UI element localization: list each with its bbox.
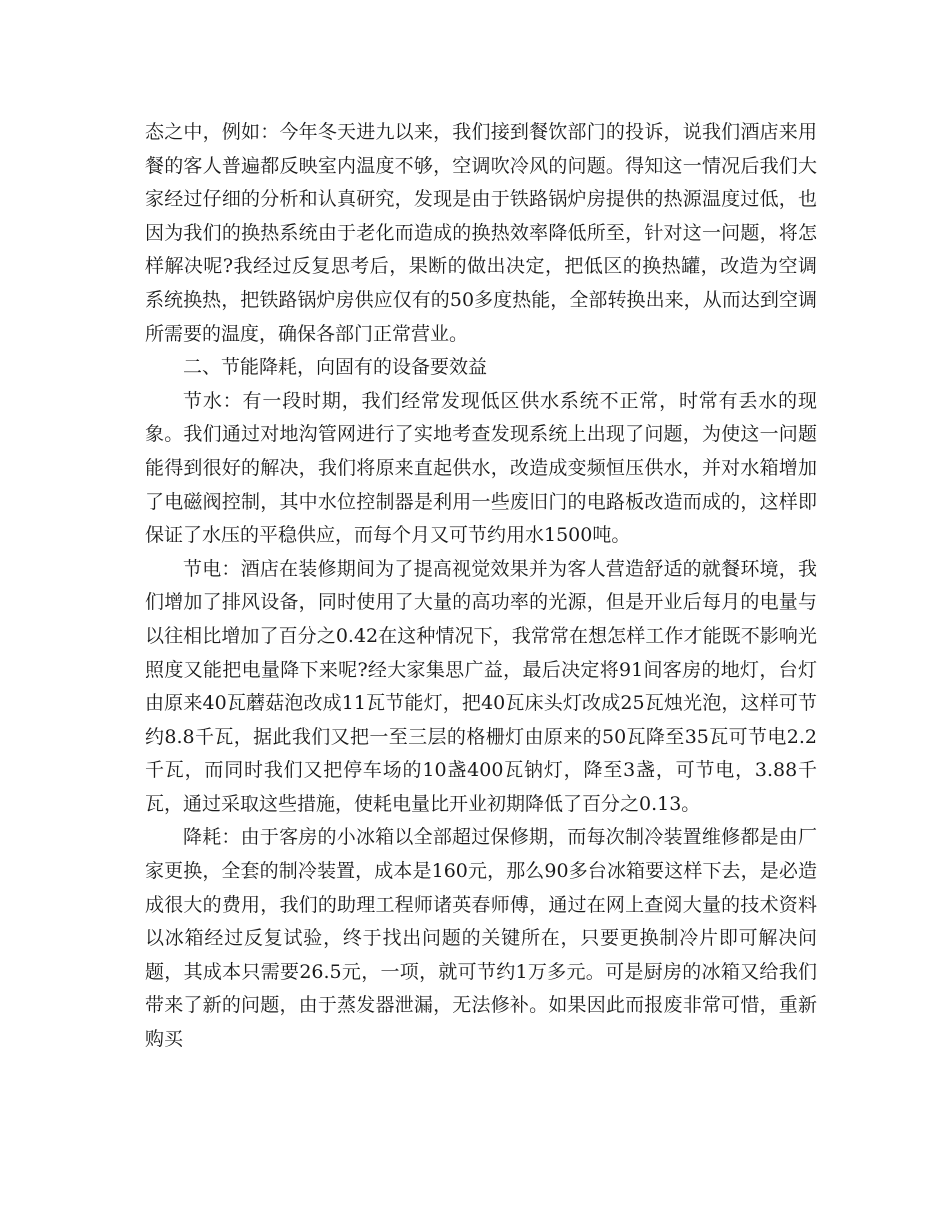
paragraph-electricity-saving: 节电：酒店在装修期间为了提高视觉效果并为客人营造舒适的就餐环境，我们增加了排风设备，同时使用了大量的高功率的光源，但是开业后每月的电量与以往相比增加了百分之0.42在这种情况下，我常常在想怎样工作才能既不影响光照度又能把电量降下来呢?经大家集思广益，最后决定将91间客房的地灯，台灯由原来40瓦蘑菇泡改成11瓦节能灯，把40瓦床头灯改成25瓦烛光泡，这样可节约8.8千瓦，据此我们又把一至三层的格栅灯由原来的50瓦降至35瓦可节电2.2千瓦，而同时我们又把停车场的10盏400瓦钠灯，降至3盏，可节电，3.88千瓦，通过采取这些措施，使耗电量比开业初期降低了百分之0.13。 <box>145 557 817 815</box>
paragraph-water-saving: 节水：有一段时期，我们经常发现低区供水系统不正常，时常有丢水的现象。我们通过对地沟管网进行了实地考查发现系统上出现了问题，为使这一问题能得到很好的解决，我们将原来直起供水，改造成变频恒压供水，并对水箱增加了电磁阀控制，其中水位控制器是利用一些废旧门的电路板改造而成的，这样即保证了水压的平稳供应，而每个月又可节约用水1500吨。 <box>145 389 817 547</box>
section-heading-energy-saving: 二、节能降耗，向固有的设备要效益 <box>183 356 488 379</box>
paragraph-heating-issue: 态之中，例如：今年冬天进九以来，我们接到餐饮部门的投诉，说我们酒店来用餐的客人普遍都反映室内温度不够，空调吹冷风的问题。得知这一情况后我们大家经过仔细的分析和认真研究，发现是由于铁路锅炉房提供的热源温度过低，也因为我们的换热系统由于老化而造成的换热效率降低所至，针对这一问题，将怎样解决呢?我经过反复思考后，果断的做出决定，把低区的换热罐，改造为空调系统换热，把铁路锅炉房供应仅有的50多度热能，全部转换出来，从而达到空调所需要的温度，确保各部门正常营业。 <box>145 121 817 345</box>
document-body <box>145 116 817 1057</box>
paragraph-consumption-reduction: 降耗：由于客房的小冰箱以全部超过保修期，而每次制冷装置维修都是由厂家更换，全套的制冷装置，成本是160元，那么90多台冰箱要这样下去，是必造成很大的费用，我们的助理工程师诸英春师傅，通过在网上查阅大量的技术资料以冰箱经过反复试验，终于找出问题的关键所在，只要更换制冷片即可解决问题，其成本只需要26.5元，一项，就可节约1万多元。可是厨房的冰箱又给我们带来了新的问题，由于蒸发器泄漏，无法修补。如果因此而报废非常可惜，重新购买 <box>145 826 817 1051</box>
